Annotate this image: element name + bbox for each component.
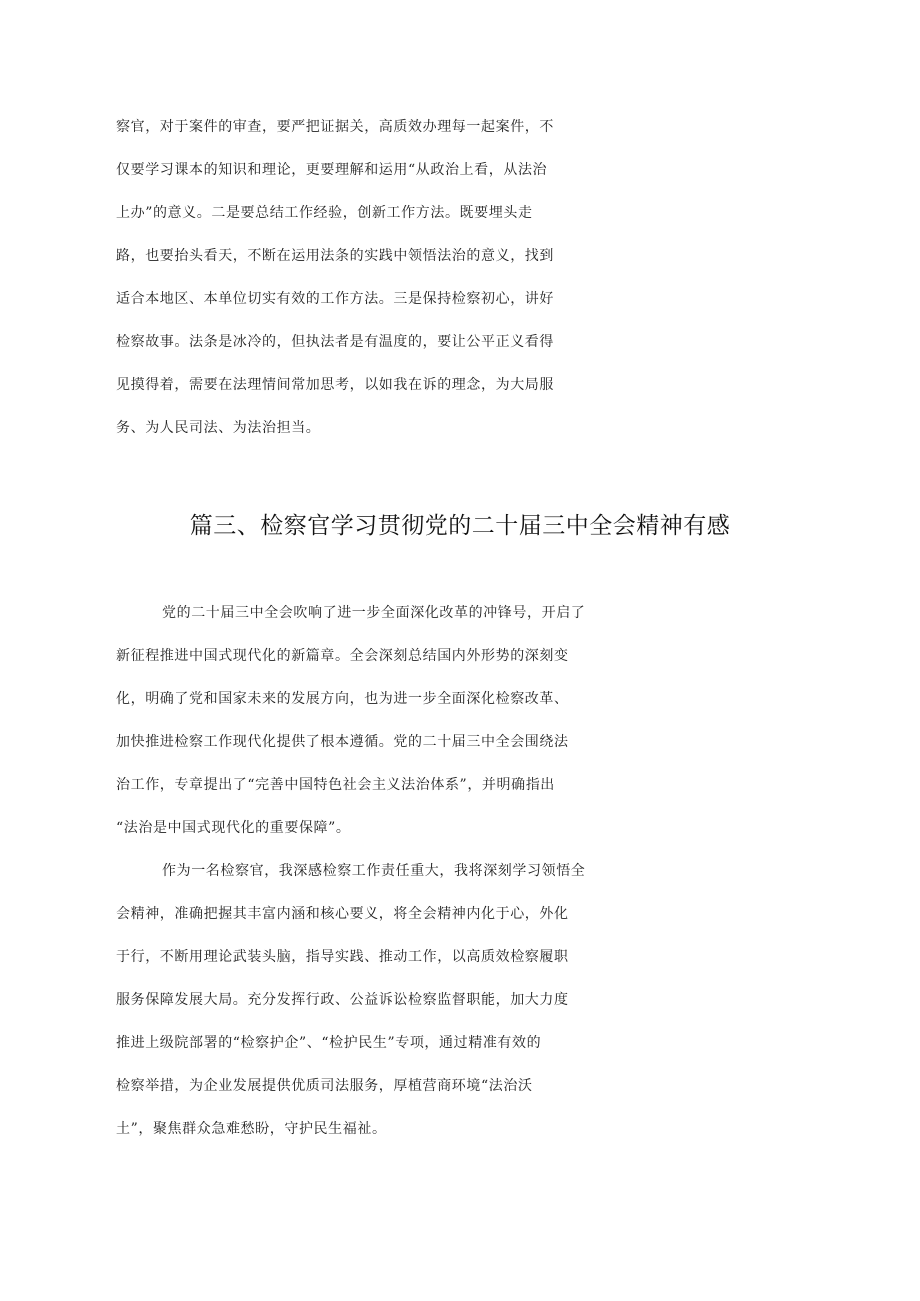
text-line: 新征程推进中国式现代化的新篇章。全会深刻总结国内外形势的深刻变	[116, 648, 569, 664]
text-line: 适合本地区、本单位切实有效的工作方法。三是保持检察初心，讲好	[116, 291, 554, 307]
text-line: 察官，对于案件的审查，要严把证据关，高质效办理每一起案件，不	[116, 119, 554, 135]
text-line: 治工作，专章提出了“完善中国特色社会主义法治体系”，并明确指出	[116, 777, 555, 793]
text-line: 于行，不断用理论武装头脑，指导实践、推动工作，以高质效检察履职	[116, 949, 569, 965]
text-line: 务、为人民司法、为法治担当。	[116, 420, 321, 436]
section-title: 篇三、检察官学习贯彻党的二十届三中全会精神有感	[189, 513, 731, 539]
text-line: 仅要学习课本的知识和理论，更要理解和运用“从政治上看，从法治	[116, 162, 548, 178]
text-line: 推进上级院部署的“检察护企”、“检护民生”专项，通过精准有效的	[116, 1035, 542, 1051]
text-line: 作为一名检察官，我深感检察工作责任重大，我将深刻学习领悟全	[162, 863, 586, 879]
text-line: 上办”的意义。二是要总结工作经验，创新工作方法。既要埋头走	[116, 205, 533, 221]
text-line: 党的二十届三中全会吹响了进一步全面深化改革的冲锋号，开启了	[162, 605, 586, 621]
text-line: 会精神，准确把握其丰富内涵和核心要义，将全会精神内化于心，外化	[116, 906, 569, 922]
text-line: “法治是中国式现代化的重要保障”。	[116, 820, 351, 836]
text-line: 土”，聚焦群众急难愁盼，守护民生福祉。	[116, 1121, 387, 1137]
text-line: 服务保障发展大局。充分发挥行政、公益诉讼检察监督职能，加大力度	[116, 992, 569, 1008]
text-line: 见摸得着，需要在法理情间常加思考，以如我在诉的理念，为大局服	[116, 377, 554, 393]
text-line: 检察举措，为企业发展提供优质司法服务，厚植营商环境“法治沃	[116, 1078, 533, 1094]
text-line: 路，也要抬头看天，不断在运用法条的实践中领悟法治的意义，找到	[116, 248, 554, 264]
text-line: 加快推进检察工作现代化提供了根本遵循。党的二十届三中全会围绕法	[116, 734, 569, 750]
text-line: 化，明确了党和国家未来的发展方向，也为进一步全面深化检察改革、	[116, 691, 569, 707]
text-line: 检察故事。法条是冰冷的，但执法者是有温度的，要让公平正义看得	[116, 334, 554, 350]
